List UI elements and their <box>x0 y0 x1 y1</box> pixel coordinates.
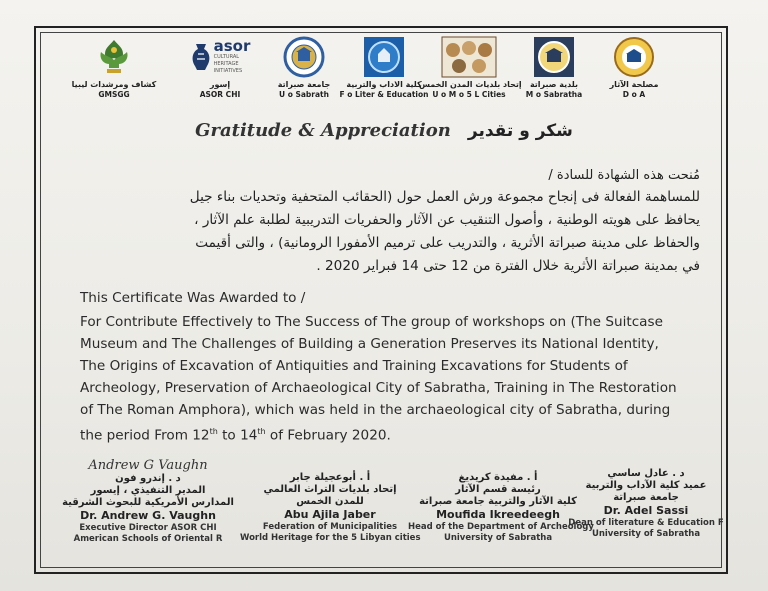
signature-ar-org: كلية الآثار والتربية جامعة صبراتة <box>419 496 577 507</box>
logo-ar-label: جامعة صبراتة <box>277 80 331 89</box>
asor-brand-text: asor <box>213 37 251 55</box>
ordinal-suffix: th <box>209 427 218 436</box>
signature-ar-name: أ . مفيدة كريديغ <box>458 472 538 483</box>
english-line: The Origins of Excavation of Antiquities and Training Excavations for Students of <box>80 358 628 374</box>
signature-name: Dr. Andrew G. Vaughn <box>80 509 216 522</box>
logo-ar-label: بلدية صبراتة <box>529 80 579 89</box>
logo-en-label: U o M o 5 L Cities <box>432 90 506 99</box>
asor-vase-icon <box>190 42 212 72</box>
signature-role: Federation of Municipalities <box>262 522 398 532</box>
signature-ar-role: إتحاد بلديات التراث العالمي <box>263 484 397 495</box>
signature-ar-role: المدير التنفيذي ، إيسور <box>90 485 206 496</box>
logo-ar-label: كشاف ومرشدات ليبيا <box>71 80 157 89</box>
english-line-last <box>80 421 710 447</box>
asor-brand-sub: CULTURAL <box>213 54 240 60</box>
faculty-literature-seal-icon <box>363 36 405 78</box>
arabic-body <box>80 186 700 278</box>
english-line: Archeology, Preservation of Archaeological City of Sabratha, Training in The Restoration <box>80 380 677 396</box>
doa-seal-icon <box>613 36 655 78</box>
signature-block-ikreedeegh <box>408 472 594 544</box>
asor-brand-sub: HERITAGE <box>213 61 239 67</box>
signature-ar-name: د . عادل ساسي <box>607 468 685 479</box>
signature-ar-org: جامعة صبراتة <box>613 492 679 503</box>
english-line: of The Roman Amphora), which was held in the archaeological city of Sabratha, during <box>80 402 671 418</box>
logo-doa <box>584 36 684 100</box>
logo-en-label: GMSGG <box>98 90 130 99</box>
logo-en-label: D o A <box>622 90 646 99</box>
logo-ar-label: إسور <box>209 80 231 89</box>
signature-role: Executive Director ASOR CHI <box>79 523 217 533</box>
logo-en-label: F o Liter & Education <box>339 90 429 99</box>
handwritten-signature: Andrew G Vaughn <box>88 458 208 473</box>
signature-role: Dean of literature & Education F <box>568 518 724 528</box>
gmsgg-emblem-icon <box>93 36 135 78</box>
logo-en-label: M o Sabratha <box>525 90 583 99</box>
certificate-title <box>0 120 768 141</box>
arabic-lead: مُنحت هذه الشهادة للسادة / <box>548 168 700 183</box>
signature-org: University of Sabratha <box>591 529 701 539</box>
ordinal-suffix: th <box>257 427 266 436</box>
signature-org: American Schools of Oriental R <box>73 534 223 544</box>
logo-en-label: U o Sabrath <box>279 90 329 99</box>
asor-brand-sub: INITIATIVES <box>213 68 243 74</box>
logo-en-label: ASOR CHI <box>199 90 241 99</box>
logos-row <box>71 36 684 108</box>
univ-sabratha-seal-icon <box>283 36 325 78</box>
signature-ar-org: المدارس الأمريكية للبحوث الشرقية <box>62 497 234 508</box>
logo-ar-label: إتحاد بلديات المدن الخمس <box>419 80 522 89</box>
signature-ar-name: د . إندرو فون <box>115 473 181 484</box>
signature-block-sassi <box>566 468 726 540</box>
signature-org: World Heritage for the 5 Libyan cities <box>240 533 421 543</box>
signature-org: University of Sabratha <box>443 533 553 543</box>
signature-role: Head of the Department of Archeology <box>408 522 594 532</box>
english-body <box>80 311 710 447</box>
date-text: to 14 <box>217 427 258 444</box>
english-lead: This Certificate Was Awarded to / <box>80 290 306 306</box>
logo-ar-label: كلية الاداب والتربية <box>346 80 422 89</box>
signature-block-jaber <box>240 472 420 544</box>
title-arabic: شكر و تقدير <box>467 121 573 141</box>
date-text: the period From 12 <box>80 427 210 444</box>
signature-name: Abu Ajila Jaber <box>284 508 376 521</box>
arabic-line: والحفاظ على مدينة صبراتة الأثرية ، والتدريب على ترميم الأمفورا الرومانية) ، والتى أقيمت <box>195 235 700 251</box>
municipality-sabratha-seal-icon <box>533 36 575 78</box>
arabic-line: للمساهمة الفعالة فى إنجاح مجموعة ورش العمل حول (الحقائب المتحفية وتحديات بناء جيل <box>189 189 700 205</box>
signature-name: Dr. Adel Sassi <box>603 504 689 517</box>
signature-ar-org: للمدن الخمس <box>296 496 364 507</box>
arabic-line: في بمدينة صبراتة الأثرية خلال الفترة من 12 حتى 14 فبراير 2020 . <box>316 258 700 274</box>
logo-gmsgg <box>64 36 164 100</box>
signature-ar-role: عميد كلية الآداب والتربية <box>585 480 707 491</box>
title-english: Gratitude & Appreciation <box>195 120 451 141</box>
union-cities-logo-icon <box>441 36 497 78</box>
signature-name: Moufida Ikreedeegh <box>436 508 560 521</box>
english-line: Museum and The Challenges of Building a Generation Preserves its National Identity, <box>80 336 659 352</box>
signature-block-vaughn <box>58 458 238 545</box>
signature-ar-name: أ . أبوعجيلة جابر <box>289 472 371 483</box>
signature-ar-role: رئيسة قسم الآثار <box>455 484 541 495</box>
logo-ar-label: مصلحة الآثار <box>609 80 659 89</box>
date-text: of February 2020. <box>265 427 391 444</box>
english-line: For Contribute Effectively to The Success of The group of workshops on (The Suitcase <box>80 314 663 330</box>
arabic-line: يحافظ على هويته الوطنية ، وأصول التنقيب عن الآثار والحفريات التدريبية لطلبة علم الآثار ، <box>194 212 700 228</box>
